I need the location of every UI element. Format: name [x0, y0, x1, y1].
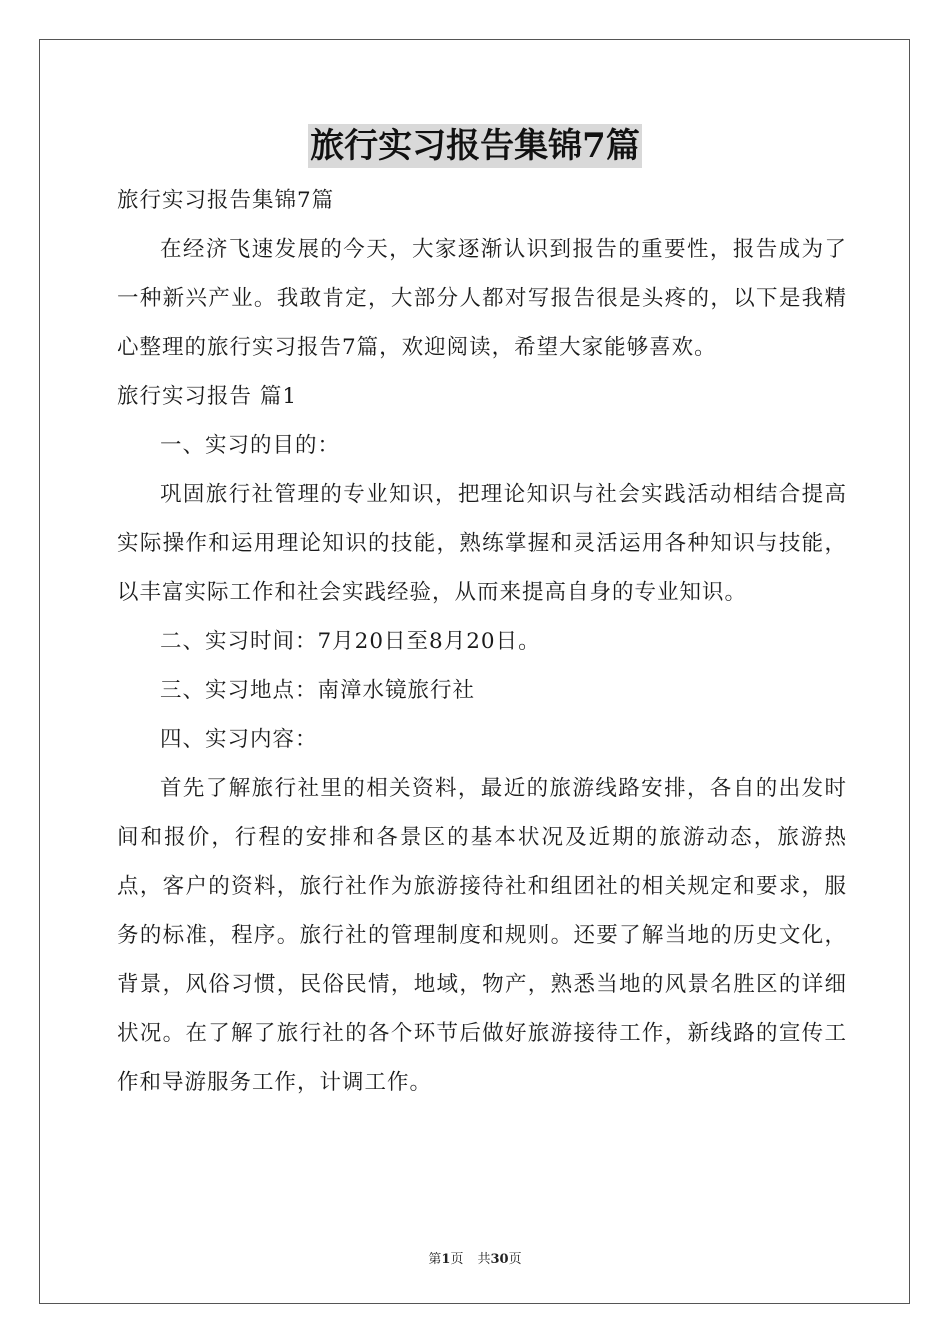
document-subtitle: 旅行实习报告集锦7篇 [117, 188, 335, 213]
subheading-content: 四、实习内容： [160, 727, 318, 752]
total-prefix: 共 [477, 1252, 491, 1267]
page-prefix: 第 [428, 1252, 442, 1267]
page-total: 30 [490, 1252, 509, 1267]
document-body [117, 176, 847, 1107]
document-title: 旅行实习报告集锦7篇 [310, 126, 640, 166]
section-heading: 旅行实习报告 篇1 [117, 384, 298, 409]
page-current: 1 [441, 1252, 451, 1267]
internship-location: 三、实习地点：南漳水镜旅行社 [160, 678, 476, 703]
page-footer [0, 1248, 950, 1267]
page-unit: 页 [450, 1252, 464, 1267]
content-paragraph: 首先了解旅行社里的相关资料，最近的旅游线路安排，各自的出发时间和报价，行程的安排和各景区的基本状况及近期的旅游动态，旅游热点，客户的资料，旅行社作为旅游接待社和组团社的相关规定和要求，服务的标准，程序。旅行社的管理制度和规则。还要了解当地的历史文化，背景，风俗习惯，民俗民情，地域，物产，熟悉当地的风景名胜区的详细状况。在了解了旅行社的各个环节后做好旅游接待工作，新线路的宣传工作和导游服务工作，计调工作。 [117, 776, 847, 1095]
internship-time: 二、实习时间：7月20日至8月20日。 [160, 629, 541, 654]
total-unit: 页 [508, 1252, 522, 1267]
subheading-purpose: 一、实习的目的： [160, 433, 341, 458]
intro-paragraph: 在经济飞速发展的今天，大家逐渐认识到报告的重要性，报告成为了一种新兴产业。我敢肯定，大部分人都对写报告很是头疼的，以下是我精心整理的旅行实习报告7篇，欢迎阅读，希望大家能够喜欢。 [117, 237, 847, 360]
purpose-paragraph: 巩固旅行社管理的专业知识，把理论知识与社会实践活动相结合提高实际操作和运用理论知识的技能，熟练掌握和灵活运用各种知识与技能，以丰富实际工作和社会实践经验，从而来提高自身的专业知识。 [117, 482, 847, 605]
title-container [0, 124, 950, 168]
